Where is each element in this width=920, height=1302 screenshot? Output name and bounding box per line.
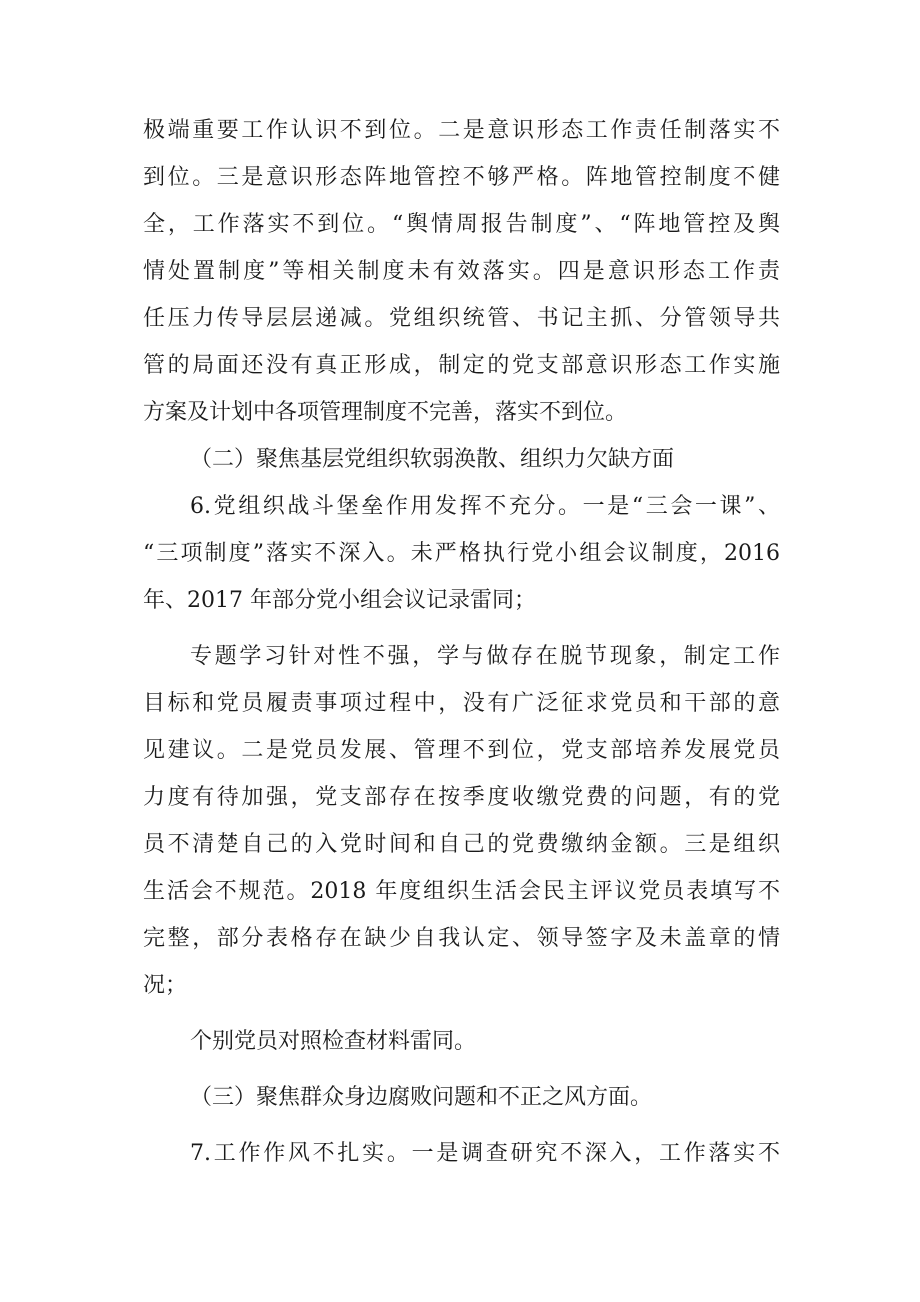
text-line: 6.党组织战斗堡垒作用发挥不充分。一是“三会一课”、 [190,494,780,519]
paragraph-individual-members [143,1018,780,1065]
text-line: 极端重要工作认识不到位。二是意识形态工作责任制落实不 [143,118,780,143]
text-line: 员不清楚自己的入党时间和自己的党费缴纳金额。三是组织 [143,832,780,857]
paragraph-special-study [143,633,780,1009]
text-line: 个别党员对照检查材料雷同。 [190,1029,477,1054]
text-line: 年、2017 年部分党小组会议记录雷同； [143,588,536,613]
text-line: 见建议。二是党员发展、管理不到位，党支部培养发展党员 [143,738,780,763]
text-line: 全，工作落实不到位。“舆情周报告制度”、“阵地管控及舆 [143,212,780,237]
text-line: 管的局面还没有真正形成，制定的党支部意识形态工作实施 [143,353,780,378]
text-line: “三项制度”落实不深入。未严格执行党小组会议制度，2016 [143,541,780,566]
section-heading-2 [143,436,780,483]
text-line: 专题学习针对性不强，学与做存在脱节现象，制定工作 [190,644,780,669]
paragraph-item-7 [143,1130,780,1177]
text-line: 况； [143,973,188,998]
text-line: 情处置制度”等相关制度未有效落实。四是意识形态工作责 [143,259,780,284]
text-line: 完整，部分表格存在缺少自我认定、领导签字及未盖章的情 [143,926,780,951]
text-line: 力度有待加强，党支部存在按季度收缴党费的问题，有的党 [143,785,780,810]
section-heading-3 [143,1074,780,1121]
text-line: 生活会不规范。2018 年度组织生活会民主评议党员表填写不 [143,879,780,904]
section-heading-text: （二）聚焦基层党组织软弱涣散、组织力欠缺方面 [190,447,675,472]
text-line: 方案及计划中各项管理制度不完善，落实不到位。 [143,400,628,425]
text-line: 目标和党员履责事项过程中，没有广泛征求党员和干部的意 [143,691,780,716]
paragraph-ideology-responsibility [143,107,780,436]
document-body [143,107,780,1177]
paragraph-item-6 [143,483,780,624]
text-line: 7.工作作风不扎实。一是调查研究不深入，工作落实不 [190,1141,780,1166]
text-line: 到位。三是意识形态阵地管控不够严格。阵地管控制度不健 [143,165,780,190]
section-heading-text: （三）聚焦群众身边腐败问题和不正之风方面。 [190,1085,653,1110]
text-line: 任压力传导层层递减。党组织统管、书记主抓、分管领导共 [143,306,780,331]
